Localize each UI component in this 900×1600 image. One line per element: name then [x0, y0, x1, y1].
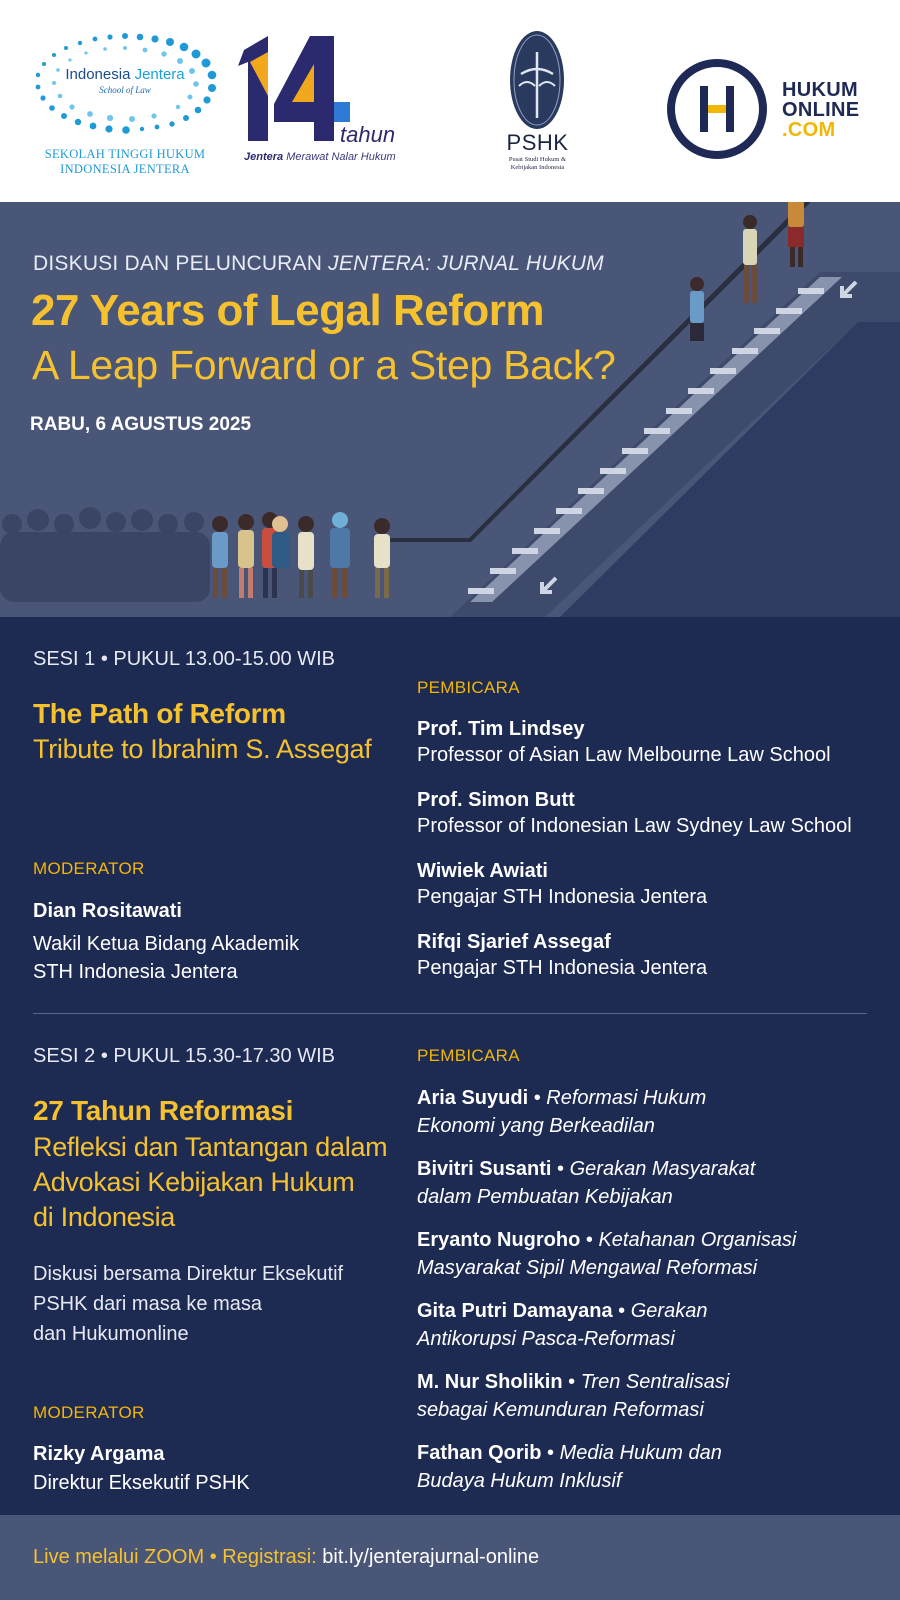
session-1-speakers-label: PEMBICARA [417, 678, 520, 697]
anniversary-unit: tahun [340, 122, 396, 147]
event-date: RABU, 6 AGUSTUS 2025 [30, 414, 252, 435]
session-1-speaker: Prof. Simon Butt Professor of Indonesian Law Sydney Law School [417, 789, 852, 837]
session-2-description: Diskusi bersama Direktur Eksekutif PSHK dari masa ke masa dan Hukumonline [33, 1263, 344, 1345]
registration-footer [0, 1515, 900, 1600]
session-2-speaker: Fathan Qorib • Media Hukum dan Budaya Hukum Inklusif [417, 1442, 722, 1492]
session-2-title: 27 Tahun Reformasi [33, 1095, 294, 1126]
anniversary-tagline: Jentera Merawat Nalar Hukum [244, 151, 396, 163]
pshk-subtitle: Pusat Studi Hukum & Kebijakan Indonesia [508, 156, 567, 171]
anniversary-14-logo [238, 36, 413, 171]
jentera-logo [30, 30, 220, 180]
registration-info [33, 1546, 539, 1569]
session-2-speaker: M. Nur Sholikin • Tren Sentralisasi sebagai Kemunduran Reformasi [417, 1371, 730, 1421]
hukumonline-wordmark: HUKUM ONLINE .COM [782, 79, 860, 141]
partner-logos-bar [0, 0, 900, 202]
jentera-sub: School of Law [99, 85, 151, 95]
session-1-moderator-role: Wakil Ketua Bidang Akademik STH Indonesia Jentera [33, 933, 300, 983]
session-2-moderator-role: Direktur Eksekutif PSHK [33, 1472, 250, 1494]
event-title: 27 Years of Legal Reform [31, 286, 544, 335]
session-2-subtitle: Refleksi dan Tantangan dalam Advokasi Kebijakan Hukum di Indonesia [33, 1132, 388, 1232]
registration-label: Live melalui ZOOM • Registrasi: [33, 1546, 323, 1568]
jentera-school-name: SEKOLAH TINGGI HUKUM INDONESIA JENTERA [44, 147, 206, 176]
pshk-logo [495, 30, 580, 180]
session-divider [33, 1013, 867, 1014]
event-subtitle: A Leap Forward or a Step Back? [32, 342, 616, 388]
session-2-speaker: Gita Putri Damayana • Gerakan Antikorupsi Pasca-Reformasi [417, 1300, 708, 1350]
hukumonline-h-circle-icon [666, 58, 768, 160]
session-2-speakers-label: PEMBICARA [417, 1046, 520, 1065]
jentera-wordmark: Indonesia Jentera [65, 66, 185, 83]
session-2-speaker: Eryanto Nugroho • Ketahanan Organisasi Masyarakat Sipil Mengawal Reformasi [417, 1229, 797, 1279]
session-2-speaker: Aria Suyudi • Reformasi Hukum Ekonomi yang Berkeadilan [417, 1087, 707, 1137]
session-1-speaker: Prof. Tim Lindsey Professor of Asian Law Melbourne Law School [417, 718, 831, 766]
session-1-moderator-name: Dian Rositawati [33, 900, 182, 922]
pshk-emblem-icon [509, 30, 565, 130]
session-1-speaker: Rifqi Sjarief Assegaf Pengajar STH Indonesia Jentera [417, 931, 708, 979]
session-2-header: SESI 2 • PUKUL 15.30-17.30 WIB [33, 1045, 335, 1067]
session-2-moderator-name: Rizky Argama [33, 1443, 165, 1465]
session-1-title: The Path of Reform [33, 698, 286, 729]
session-1-header: SESI 1 • PUKUL 13.00-15.00 WIB [33, 648, 335, 670]
pshk-wordmark: PSHK [506, 130, 569, 155]
session-1-moderator-label: MODERATOR [33, 859, 145, 878]
session-2-moderator-label: MODERATOR [33, 1403, 145, 1422]
session-1-speaker: Wiwiek Awiati Pengajar STH Indonesia Jentera [417, 860, 708, 908]
session-2-speaker: Bivitri Susanti • Gerakan Masyarakat dalam Pembuatan Kebijakan [417, 1158, 756, 1208]
registration-link[interactable]: bit.ly/jenterajurnal-online [322, 1546, 540, 1568]
session-1-subtitle: Tribute to Ibrahim S. Assegaf [33, 734, 372, 764]
event-kicker: DISKUSI DAN PELUNCURAN JENTERA: JURNAL HUKUM [33, 252, 604, 275]
hero-banner [0, 202, 900, 617]
hukumonline-logo [666, 58, 876, 160]
